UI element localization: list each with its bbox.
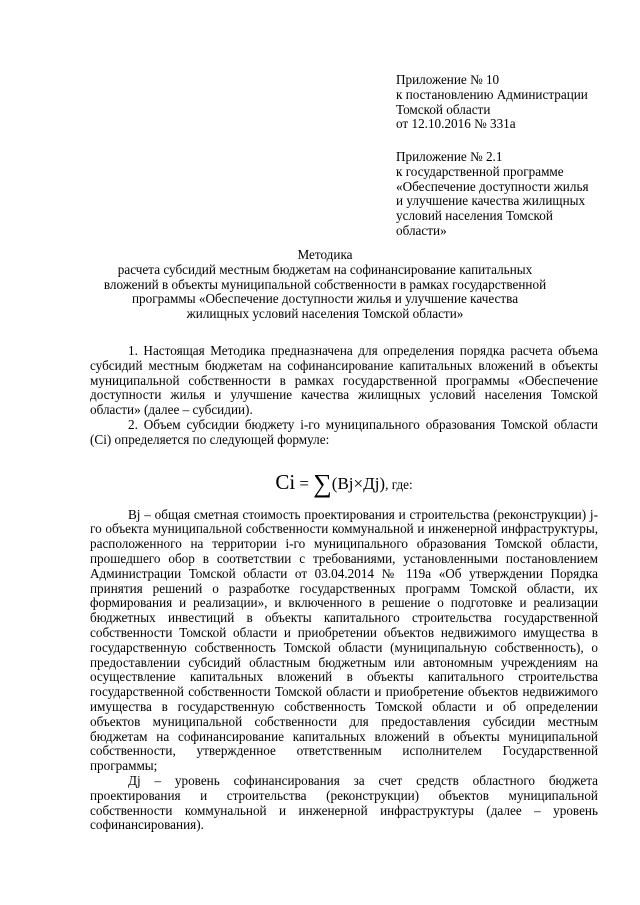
appendix-10-line: Томской области [396,101,491,117]
appendix-2-1-line: области» [396,222,447,238]
paragraph-1: 1. Настоящая Методика предназначена для определения порядка расчета объема субсидий местным бюджетам на софинансирование капитальных вложений в объекты муниципальной собственности в рамках государственной программы «Обеспечение доступности жилья и улучшение качества жилищных условий населения Томской области» (далее – субсидии). [90,343,598,418]
paragraph-dj: Дj – уровень софинансирования за счет средств областного бюджета проектирования и строительства (реконструкции) объектов муниципальной собственности коммунальной и инженерной инфраструктуры (далее – уровень софинансирования). [90,772,598,833]
appendix-2-1-line: к государственной программе [396,163,564,179]
formula-equals: = [295,473,314,493]
title-line: вложений в объекты муниципальной собственности в рамках государственной [103,276,547,292]
paragraph-bj: Bj – общая сметная стоимость проектирования и строительства (реконструкции) j-го объекта муниципальной собственности коммунальной и инженерной инфраструктуры, расположенного на территории i-го муниципального образования Томской области, прошедшего обор в соответствии с требованиями, установленными постановлением Администрации Томской области от 03.04.2014 № 119а «Об утверждении Порядка принятия решений о разработке государственных программ Томской области, их формирования и реализации», и включенного в решение о подготовке и реализации бюджетных инвестиций в объекты капитального строительства государственной собственности Томской области и приобретении объектов недвижимого имущества в государственную собственность Томской области (муниципальную собственность), о предоставлении субсидий областным бюджетным или автономным учреждениям на осуществление капитальных вложений в объекты капитального строительства государственной собственности Томской области и приобретение объектов недвижимого имущества в государственную собственность Томской области и об определении объектов муниципальной собственности для предоставления субсидии местным бюджетам на софинансирование капитальных вложений в объекты муниципальной собственности, утвержденное ответственным исполнителем Государственной программы; [90,506,598,774]
appendix-2-1-line: Приложение № 2.1 [396,149,503,164]
appendix-10-line: Приложение № 10 [396,72,500,87]
appendix-2-1-line: и улучшение качества жилищных [396,193,586,209]
appendix-2-1-line: «Обеспечение доступности жилья [396,178,589,194]
title-line: программы «Обеспечение доступности жилья и улучшение качества [131,291,519,307]
title-line: расчета субсидий местным бюджетам на софинансирование капитальных [117,261,533,277]
appendix-10-block [396,73,596,132]
appendix-2-1-block [396,150,596,239]
formula-suffix: , где: [385,476,413,492]
title-line: жилищных условий населения Томской области» [186,306,464,322]
document-body [90,344,598,833]
formula-sigma: ∑ [313,468,332,498]
appendix-2-1-line: условий населения Томской [396,208,553,224]
subsidy-formula [90,468,598,498]
formula-lhs: Ci [275,469,296,494]
appendix-10-line: к постановлению Администрации [396,86,588,102]
title-heading: Методика [297,247,353,262]
formula-rhs: (Bj×Дj) [331,473,386,493]
appendix-10-line: от 12.10.2016 № 331а [396,116,516,132]
document-title [90,248,560,322]
paragraph-2: 2. Объем субсидии бюджету i-го муниципального образования Томской области (Ci) определяется по следующей формуле: [90,416,598,447]
